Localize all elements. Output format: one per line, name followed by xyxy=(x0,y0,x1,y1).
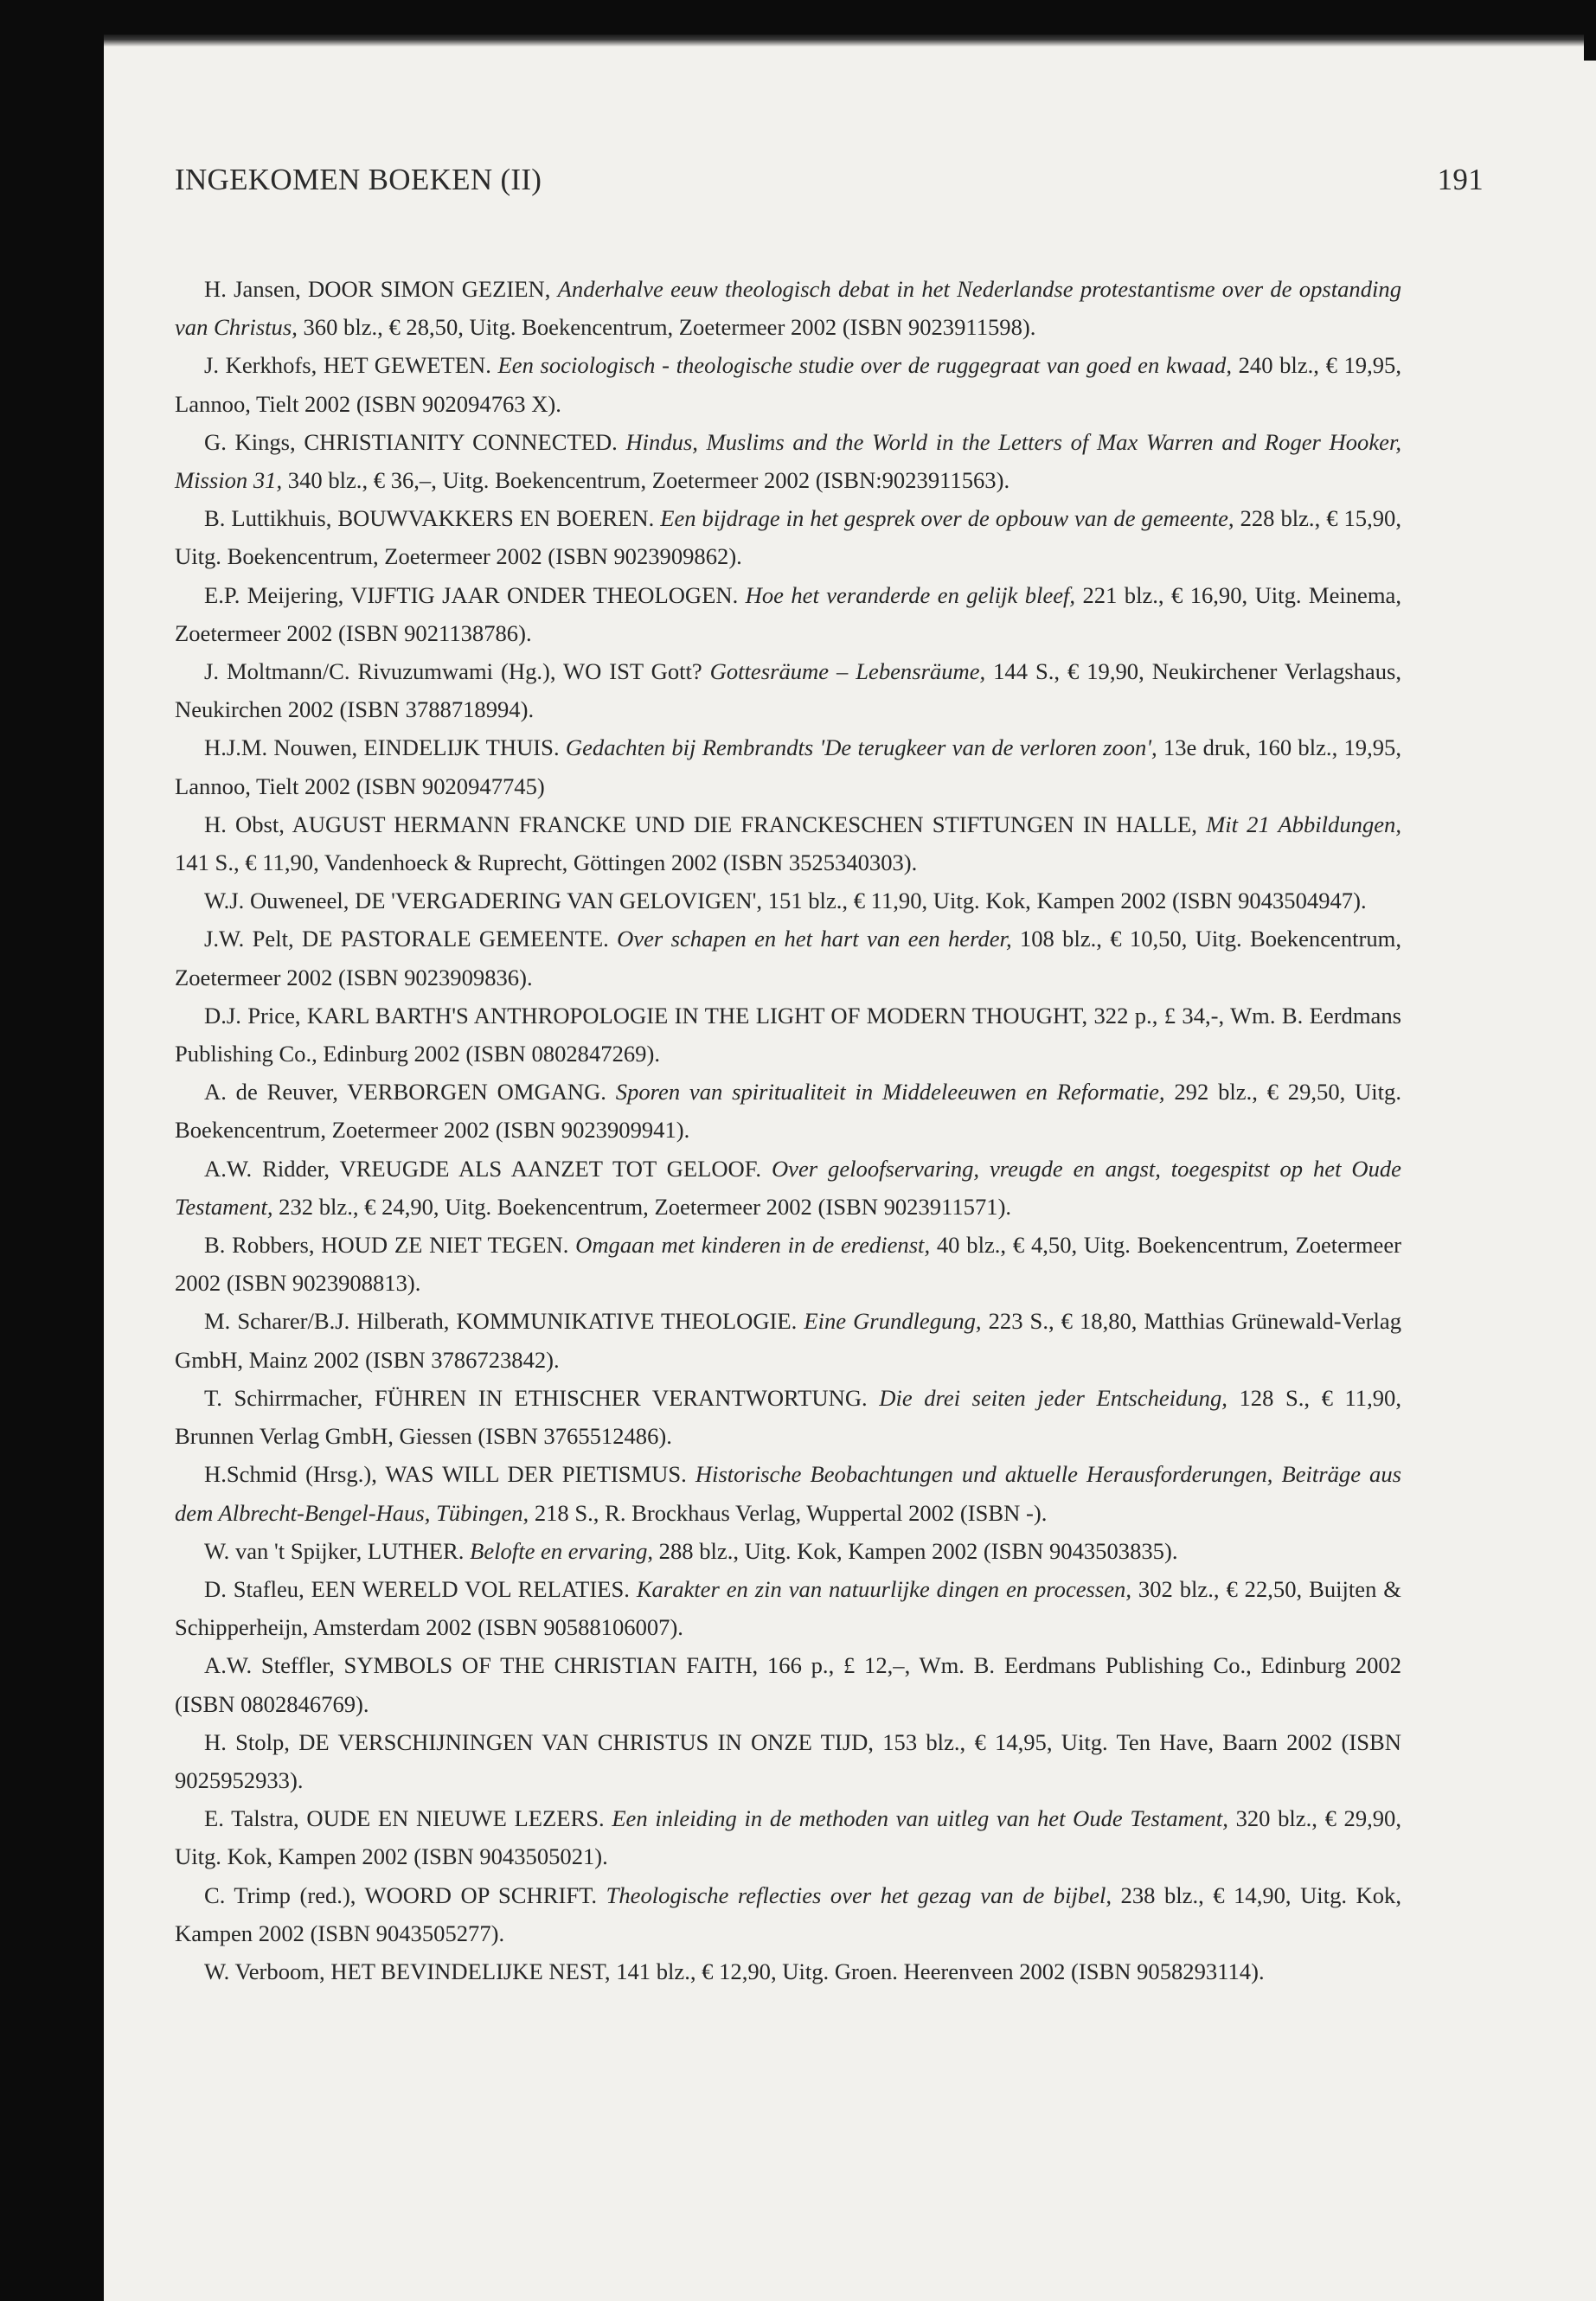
entry-details: 360 blz., € 28,50, Uitg. Boekencentrum, Zoetermeer 2002 (ISBN 9023911598). xyxy=(297,314,1036,341)
entry-title: EEN WERELD VOL RELATIES. xyxy=(311,1575,637,1602)
entry-details: 40 blz., € 4,50, Uitg. Boekencentrum, Zoetermeer 2002 (ISBN 9023908813). xyxy=(175,1232,1402,1297)
entry-details: 144 S., € 19,90, Neukirchener Verlagshaus, Neukirchen 2002 (ISBN 3788718994). xyxy=(175,658,1402,723)
entry-subtitle: Belofte en ervaring, xyxy=(470,1537,654,1564)
entry-author: G. Kings, xyxy=(204,428,304,455)
entry-title: DE 'VERGADERING VAN GELOVIGEN', xyxy=(355,888,768,914)
entry-author: A.W. Steffler, xyxy=(204,1652,344,1679)
book-entry xyxy=(175,1455,1401,1531)
book-entry xyxy=(175,1799,1401,1875)
entry-title: LUTHER. xyxy=(367,1537,471,1564)
entry-subtitle: Over geloofservaring, vreugde en angst, toegespitst op het Oude Testament, xyxy=(175,1155,1401,1220)
book-entry xyxy=(175,1952,1401,1990)
entry-author: T. Schirrmacher, xyxy=(204,1384,375,1411)
entry-details: 166 p., £ 12,–, Wm. B. Eerdmans Publishing Co., Edinburg 2002 (ISBN 0802846769). xyxy=(175,1652,1401,1717)
book-entry xyxy=(175,1646,1401,1722)
entry-subtitle: Omgaan met kinderen in de eredienst, xyxy=(575,1232,931,1259)
entry-subtitle: Historische Beobachtungen und aktuelle Herausforderungen, Beiträge aus dem Albrecht-Bengel-Haus, Tübingen, xyxy=(175,1461,1401,1526)
entry-title: SYMBOLS OF THE CHRISTIAN FAITH, xyxy=(343,1652,767,1679)
entry-author: E.P. Meijering, xyxy=(204,581,351,608)
entry-author: A.W. Ridder, xyxy=(204,1155,340,1182)
book-list xyxy=(175,270,1401,1990)
entry-details: 340 blz., € 36,–, Uitg. Boekencentrum, Zoetermeer 2002 (ISBN:9023911563). xyxy=(282,467,1010,494)
book-page xyxy=(104,35,1596,2301)
entry-author: W. van 't Spijker, xyxy=(204,1537,368,1564)
entry-subtitle: Een sociologisch - theologische studie over de ruggegraat van goed en kwaad, xyxy=(497,352,1232,379)
entry-title: DE PASTORALE GEMEENTE. xyxy=(302,926,618,952)
book-entry xyxy=(175,423,1401,499)
entry-author: J. Moltmann/C. Rivuzumwami (Hg.), xyxy=(204,658,563,685)
entry-details: 302 blz., € 22,50, Buijten & Schipperheijn, Amsterdam 2002 (ISBN 90588106007). xyxy=(175,1575,1401,1641)
entry-author: W.J. Ouweneel, xyxy=(204,888,356,914)
entry-details: 108 blz., € 10,50, Uitg. Boekencentrum, Zoetermeer 2002 (ISBN 9023909836). xyxy=(175,926,1401,990)
book-entry xyxy=(175,997,1401,1073)
entry-details: 218 S., R. Brockhaus Verlag, Wuppertal 2002 (ISBN -). xyxy=(529,1499,1048,1526)
book-entry xyxy=(175,1073,1401,1149)
entry-title: CHRISTIANITY CONNECTED. xyxy=(304,428,626,455)
running-header xyxy=(175,163,1484,197)
entry-title: VREUGDE ALS AANZET TOT GELOOF. xyxy=(339,1155,772,1182)
entry-details: 322 p., £ 34,-, Wm. B. Eerdmans Publishing Co., Edinburg 2002 (ISBN 0802847269). xyxy=(175,1002,1401,1067)
entry-subtitle: Theologische reflecties over het gezag van de bijbel, xyxy=(606,1881,1112,1908)
entry-subtitle: Een bijdrage in het gesprek over de opbouw van de gemeente, xyxy=(660,505,1234,532)
entry-title: WAS WILL DER PIETISMUS. xyxy=(385,1461,695,1488)
entry-details: 153 blz., € 14,95, Uitg. Ten Have, Baarn 2002 (ISBN 9025952933). xyxy=(175,1728,1401,1793)
book-entry xyxy=(175,1379,1401,1455)
entry-title: WO IST Gott? xyxy=(563,658,710,685)
book-entry xyxy=(175,728,1401,804)
entry-title: DE VERSCHIJNINGEN VAN CHRISTUS IN ONZE TIJD, xyxy=(298,1728,883,1755)
entry-title: HET BEVINDELIJKE NEST, xyxy=(330,1958,617,1984)
entry-author: H. Stolp, xyxy=(204,1728,299,1755)
book-entry xyxy=(175,1302,1401,1378)
entry-title: OUDE EN NIEUWE LEZERS. xyxy=(306,1805,612,1832)
book-entry xyxy=(175,499,1401,575)
book-entry xyxy=(175,1532,1401,1570)
entry-subtitle: Sporen van spiritualiteit in Middeleeuwen en Reformatie, xyxy=(615,1079,1165,1106)
entry-subtitle: Hoe het veranderde en gelijk bleef, xyxy=(745,581,1076,608)
entry-title: HET GEWETEN. xyxy=(323,352,498,379)
book-entry xyxy=(175,1723,1401,1799)
entry-title: DOOR SIMON GEZIEN, xyxy=(308,276,558,302)
entry-subtitle: Die drei seiten jeder Entscheidung, xyxy=(879,1384,1227,1411)
entry-title: AUGUST HERMANN FRANCKE UND DIE FRANCKESCHEN STIFTUNGEN IN HALLE, xyxy=(292,811,1207,837)
entry-author: J.W. Pelt, xyxy=(204,926,302,952)
entry-author: D. Stafleu, xyxy=(204,1575,311,1602)
entry-author: H.Schmid (Hrsg.), xyxy=(204,1461,386,1488)
entry-subtitle: Eine Grundlegung, xyxy=(804,1308,982,1335)
entry-title: FÜHREN IN ETHISCHER VERANTWORTUNG. xyxy=(374,1384,880,1411)
entry-title: BOUWVAKKERS EN BOEREN. xyxy=(337,505,661,532)
entry-details: 292 blz., € 29,50, Uitg. Boekencentrum, Zoetermeer 2002 (ISBN 9023909941). xyxy=(175,1079,1402,1144)
book-entry xyxy=(175,1876,1401,1952)
entry-details: 141 S., € 11,90, Vandenhoeck & Ruprecht, Göttingen 2002 (ISBN 3525340303). xyxy=(175,849,918,876)
entry-title: WOORD OP SCHRIFT. xyxy=(364,1881,606,1908)
entry-title: HOUD ZE NIET TEGEN. xyxy=(321,1232,576,1259)
entry-details: 128 S., € 11,90, Brunnen Verlag GmbH, Giessen (ISBN 3765512486). xyxy=(175,1384,1401,1450)
entry-author: H.J.M. Nouwen, xyxy=(204,734,364,761)
entry-subtitle: Hindus, Muslims and the World in the Letters of Max Warren and Roger Hooker, Mission 31, xyxy=(175,428,1401,494)
entry-details: 223 S., € 18,80, Matthias Grünewald-Verlag GmbH, Mainz 2002 (ISBN 3786723842). xyxy=(175,1308,1401,1373)
book-entry xyxy=(175,920,1401,996)
entry-author: M. Scharer/B.J. Hilberath, xyxy=(204,1308,457,1335)
entry-details: 232 blz., € 24,90, Uitg. Boekencentrum, Zoetermeer 2002 (ISBN 9023911571). xyxy=(272,1193,1012,1220)
entry-title: EINDELIJK THUIS. xyxy=(363,734,566,761)
entry-author: J. Kerkhofs, xyxy=(204,352,324,379)
entry-subtitle: Anderhalve eeuw theologisch debat in het Nederlandse protestantisme over de opstanding van Christus, xyxy=(175,276,1401,341)
entry-subtitle: Gedachten bij Rembrandts 'De terugkeer van de verloren zoon', xyxy=(565,734,1157,761)
entry-details: 240 blz., € 19,95, Lannoo, Tielt 2002 (ISBN 902094763 X). xyxy=(175,352,1401,417)
entry-details: 141 blz., € 12,90, Uitg. Groen. Heerenveen 2002 (ISBN 9058293114). xyxy=(616,1958,1265,1984)
entry-details: 13e druk, 160 blz., 19,95, Lannoo, Tielt 2002 (ISBN 9020947745) xyxy=(175,734,1401,799)
book-entry xyxy=(175,1570,1401,1646)
book-entry xyxy=(175,270,1401,346)
page-number: 191 xyxy=(1437,163,1484,196)
book-entry xyxy=(175,346,1401,422)
entry-subtitle: Mit 21 Abbildungen, xyxy=(1206,811,1401,837)
book-entry xyxy=(175,881,1401,920)
page-title: INGEKOMEN BOEKEN (II) xyxy=(175,163,542,196)
entry-author: A. de Reuver, xyxy=(204,1079,348,1106)
entry-title: KARL BARTH'S ANTHROPOLOGIE IN THE LIGHT OF MODERN THOUGHT, xyxy=(306,1002,1094,1029)
entry-title: KOMMUNIKATIVE THEOLOGIE. xyxy=(456,1308,804,1335)
entry-subtitle: Over schapen en het hart van een herder, xyxy=(617,926,1012,952)
entry-title: VIJFTIG JAAR ONDER THEOLOGEN. xyxy=(350,581,746,608)
entry-details: 228 blz., € 15,90, Uitg. Boekencentrum, Zoetermeer 2002 (ISBN 9023909862). xyxy=(175,505,1401,570)
entry-author: H. Jansen, xyxy=(204,276,309,302)
entry-author: H. Obst, xyxy=(204,811,292,837)
entry-title: VERBORGEN OMGANG. xyxy=(347,1079,616,1106)
entry-author: D.J. Price, xyxy=(204,1002,307,1029)
entry-author: W. Verboom, xyxy=(204,1958,331,1984)
book-entry xyxy=(175,1150,1401,1226)
entry-author: B. Luttikhuis, xyxy=(204,505,338,532)
book-entry xyxy=(175,805,1401,881)
entry-details: 320 blz., € 29,90, Uitg. Kok, Kampen 2002 (ISBN 9043505021). xyxy=(175,1805,1402,1870)
book-entry xyxy=(175,576,1401,652)
book-entry xyxy=(175,652,1401,728)
entry-subtitle: Gottesräume – Lebensräume, xyxy=(709,658,986,685)
entry-details: 221 blz., € 16,90, Uitg. Meinema, Zoetermeer 2002 (ISBN 9021138786). xyxy=(175,581,1401,646)
scan-edge xyxy=(1584,35,1596,61)
book-entry xyxy=(175,1226,1401,1302)
entry-details: 288 blz., Uitg. Kok, Kampen 2002 (ISBN 9043503835). xyxy=(653,1537,1178,1564)
entry-author: B. Robbers, xyxy=(204,1232,322,1259)
entry-subtitle: Een inleiding in de methoden van uitleg van het Oude Testament, xyxy=(612,1805,1228,1832)
entry-subtitle: Karakter en zin van natuurlijke dingen en processen, xyxy=(636,1575,1132,1602)
entry-author: C. Trimp (red.), xyxy=(204,1881,365,1908)
entry-details: 238 blz., € 14,90, Uitg. Kok, Kampen 2002 (ISBN 9043505277). xyxy=(175,1881,1401,1946)
entry-details: 151 blz., € 11,90, Uitg. Kok, Kampen 2002 (ISBN 9043504947). xyxy=(767,888,1367,914)
entry-author: E. Talstra, xyxy=(204,1805,307,1832)
